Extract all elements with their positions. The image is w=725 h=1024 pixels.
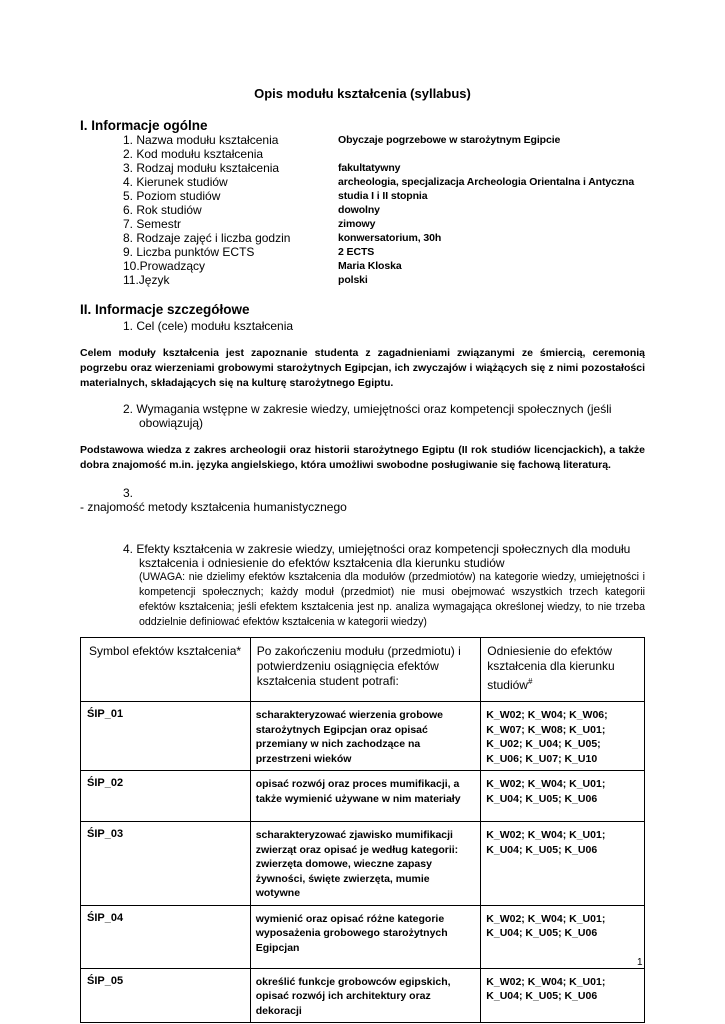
table-row [81,771,645,822]
row-reference: K_W02; K_W04; K_U01; K_U04; K_U05; K_U06 [481,822,645,906]
general-info-value: zimowy [338,218,376,230]
outcomes-note: (UWAGA: nie dzielimy efektów kształcenia dla modułów (przedmiotów) na kategorie wiedzy, umiejętności i kompetencji społecznych; każdy moduł (przedmiot) nie musi obejmować wszystkich trzech kategorii efektów kształcenia; jeśli efektem kształcenia jest np. analiza wymagająca określonej wiedzy, to nie trzeba oddzielnie definiować efektów kształcenia w kategorii wiedzy) [139,571,645,628]
row-outcome: określić funkcje grobowców egipskich, opisać rozwój ich architektury oraz dekoracji [250,968,481,1023]
general-info-label: 10.Prowadzący [123,259,206,273]
section-2-heading: II. Informacje szczegółowe [80,302,250,317]
general-info-value: konwersatorium, 30h [338,232,442,244]
page-title: Opis modułu kształcenia (syllabus) [254,86,471,101]
header-outcome-text: Po zakończeniu modułu (przedmiotu) i potwierdzeniu osiągnięcia efektów kształcenia student potrafi: [256,644,461,688]
general-info-label: 7. Semestr [123,217,182,231]
general-info-label: 2. Kod modułu kształcenia [123,147,264,161]
table-row [81,822,645,906]
header-reference-text: Odniesienie do efektów kształcenia dla kierunku studiów [487,644,615,692]
general-info-value: polski [338,274,368,286]
requirements-label-line2: obowiązują) [139,416,204,430]
goal-label: 1. Cel (cele) modułu kształcenia [123,319,294,333]
general-info-value: 2 ECTS [338,246,375,258]
requirements-text: Podstawowa wiedza z zakres archeologii oraz historii starożytnego Egiptu (II rok studiów licencjackich), a także dobra znajomość m.in. języka angielskiego, która umożliwi swobodne posługiwanie się fachową literaturą. [80,444,645,471]
header-outcome [250,638,481,702]
general-info-value: dowolny [338,204,380,216]
outcomes-label-line1: 4. Efekty kształcenia w zakresie wiedzy, umiejętności oraz kompetencji społecznych dla modułu [123,542,631,556]
row-outcome: scharakteryzować wierzenia grobowe starożytnych Egipcjan oraz opisać przemiany w nich zachodzące na przestrzeni wieków [250,702,481,771]
general-info-label: 8. Rodzaje zajęć i liczba godzin [123,231,291,245]
general-info-label: 9. Liczba punktów ECTS [123,245,255,259]
table-header-row [81,638,645,702]
section-1-heading: I. Informacje ogólne [80,118,208,133]
row-outcome: scharakteryzować zjawisko mumifikacji zwierząt oraz opisać je według kategorii: zwierzęta domowe, wieczne zapasy żywności, święte zwierzęta, mumie wotywne [250,822,481,906]
general-info-label: 6. Rok studiów [123,203,202,217]
general-info-value: archeologia, specjalizacja Archeologia Orientalna i Antyczna [338,176,635,188]
general-info-label: 1. Nazwa modułu kształcenia [123,133,279,147]
requirements-label-line1: 2. Wymagania wstępne w zakresie wiedzy, umiejętności oraz kompetencji społecznych (jeśli [123,402,612,416]
row-reference: K_W02; K_W04; K_U01; K_U04; K_U05; K_U06 [481,905,645,968]
general-info-label: 4. Kierunek studiów [123,175,228,189]
header-symbol [81,638,251,702]
row-symbol: ŚIP_05 [81,968,251,1023]
row-reference: K_W02; K_W04; K_U01; K_U04; K_U05; K_U06 [481,968,645,1023]
row-symbol: ŚIP_01 [81,702,251,771]
table-row [81,905,645,968]
page-number: 1 [637,957,643,968]
row-reference: K_W02; K_W04; K_W06; K_W07; K_W08; K_U01; K_U02; K_U04; K_U05; K_U06; K_U07; K_U10 [481,702,645,771]
item3-text: - znajomość metody kształcenia humanistycznego [80,500,347,514]
header-reference-sup: # [527,677,533,686]
goal-text: Celem moduły kształcenia jest zapoznanie studenta z zagadnieniami związanymi ze śmiercią, ceremonią pogrzebu oraz wierzeniami grobowymi starożytnych Egipcjan, ich zwyczajów i wiążących się z nimi pozostałości materialnych, składających się na kulturę starożytnego Egiptu. [80,347,645,389]
item3-label: 3. [123,486,134,500]
row-outcome: opisać rozwój oraz proces mumifikacji, a także wymienić używane w nim materiały [250,771,481,822]
row-symbol: ŚIP_02 [81,771,251,822]
row-symbol: ŚIP_03 [81,822,251,906]
row-reference: K_W02; K_W04; K_U01; K_U04; K_U05; K_U06 [481,771,645,822]
header-reference [481,638,645,702]
general-info-label: 11.Język [123,273,170,287]
general-info-value: Obyczaje pogrzebowe w starożytnym Egipcie [338,134,561,146]
general-info-label: 5. Poziom studiów [123,189,221,203]
outcomes-table [80,637,645,1023]
table-body [81,702,645,1023]
general-info-value: Maria Kloska [338,260,402,272]
table-row [81,702,645,771]
row-symbol: ŚIP_04 [81,905,251,968]
header-symbol-text: Symbol efektów kształcenia* [89,644,242,658]
general-info-value: fakultatywny [338,162,401,174]
table-row [81,968,645,1023]
general-info-value: studia I i II stopnia [338,190,428,202]
general-info-label: 3. Rodzaj modułu kształcenia [123,161,280,175]
outcomes-label-line2: kształcenia i odniesienie do efektów kształcenia dla kierunku studiów [139,556,505,570]
row-outcome: wymienić oraz opisać różne kategorie wyposażenia grobowego starożytnych Egipcjan [250,905,481,968]
